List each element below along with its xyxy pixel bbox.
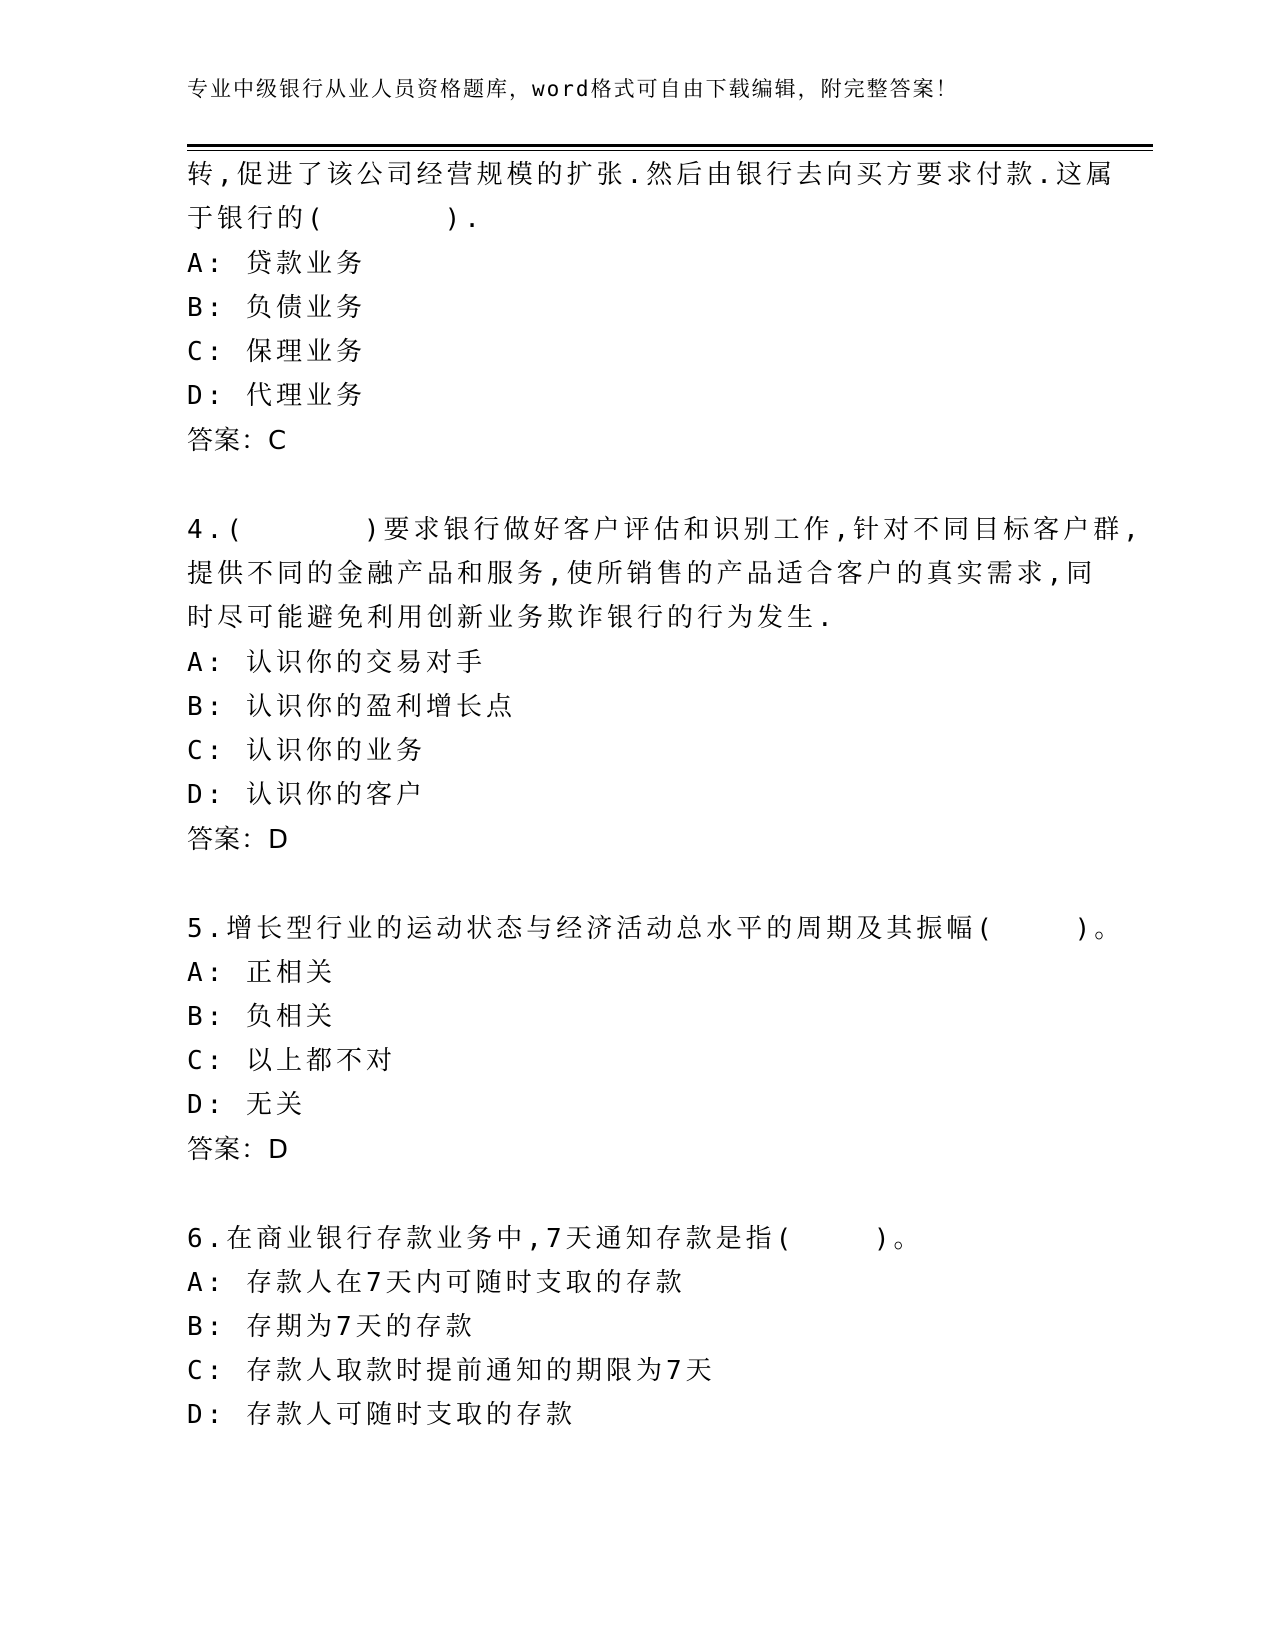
q5-answer: 答案：D <box>187 1135 290 1165</box>
q6-option-a: A: 存款人在7天内可随时支取的存款 <box>187 1268 686 1298</box>
q3-option-b: B: 负债业务 <box>187 293 366 323</box>
q6-option-c: C: 存款人取款时提前通知的期限为7天 <box>187 1356 716 1386</box>
q4-text-line-2: 提供不同的金融产品和服务,使所销售的产品适合客户的真实需求,同 <box>187 559 1097 589</box>
q5-option-c: C: 以上都不对 <box>187 1046 396 1076</box>
header-rule-thin <box>187 150 1153 151</box>
q4-text-line-1: 4.( )要求银行做好客户评估和识别工作,针对不同目标客户群, <box>187 515 1143 545</box>
q4-option-a: A: 认识你的交易对手 <box>187 648 486 678</box>
q4-option-d: D: 认识你的客户 <box>187 780 426 810</box>
q3-option-c: C: 保理业务 <box>187 337 366 367</box>
q4-option-c: C: 认识你的业务 <box>187 736 426 766</box>
q4-option-b: B: 认识你的盈利增长点 <box>187 692 516 722</box>
q5-text-line-1: 5.增长型行业的运动状态与经济活动总水平的周期及其振幅( )。 <box>187 914 1125 944</box>
q3-text-line-1: 转,促进了该公司经营规模的扩张.然后由银行去向买方要求付款.这属 <box>187 160 1116 190</box>
q5-option-b: B: 负相关 <box>187 1002 336 1032</box>
q4-answer: 答案：D <box>187 825 290 855</box>
q4-text-line-3: 时尽可能避免利用创新业务欺诈银行的行为发生. <box>187 603 837 633</box>
q3-answer: 答案：C <box>187 426 288 456</box>
q6-option-d: D: 存款人可随时支取的存款 <box>187 1400 576 1430</box>
q6-option-b: B: 存期为7天的存款 <box>187 1312 476 1342</box>
page-header: 专业中级银行从业人员资格题库，word格式可自由下载编辑，附完整答案！ <box>187 77 959 101</box>
q3-option-d: D: 代理业务 <box>187 381 366 411</box>
q5-option-d: D: 无关 <box>187 1090 306 1120</box>
q6-text-line-1: 6.在商业银行存款业务中,7天通知存款是指( )。 <box>187 1224 924 1254</box>
header-rule-thick <box>187 144 1153 147</box>
q5-option-a: A: 正相关 <box>187 958 336 988</box>
q3-text-line-2: 于银行的( ). <box>187 204 484 234</box>
q3-option-a: A: 贷款业务 <box>187 249 366 279</box>
